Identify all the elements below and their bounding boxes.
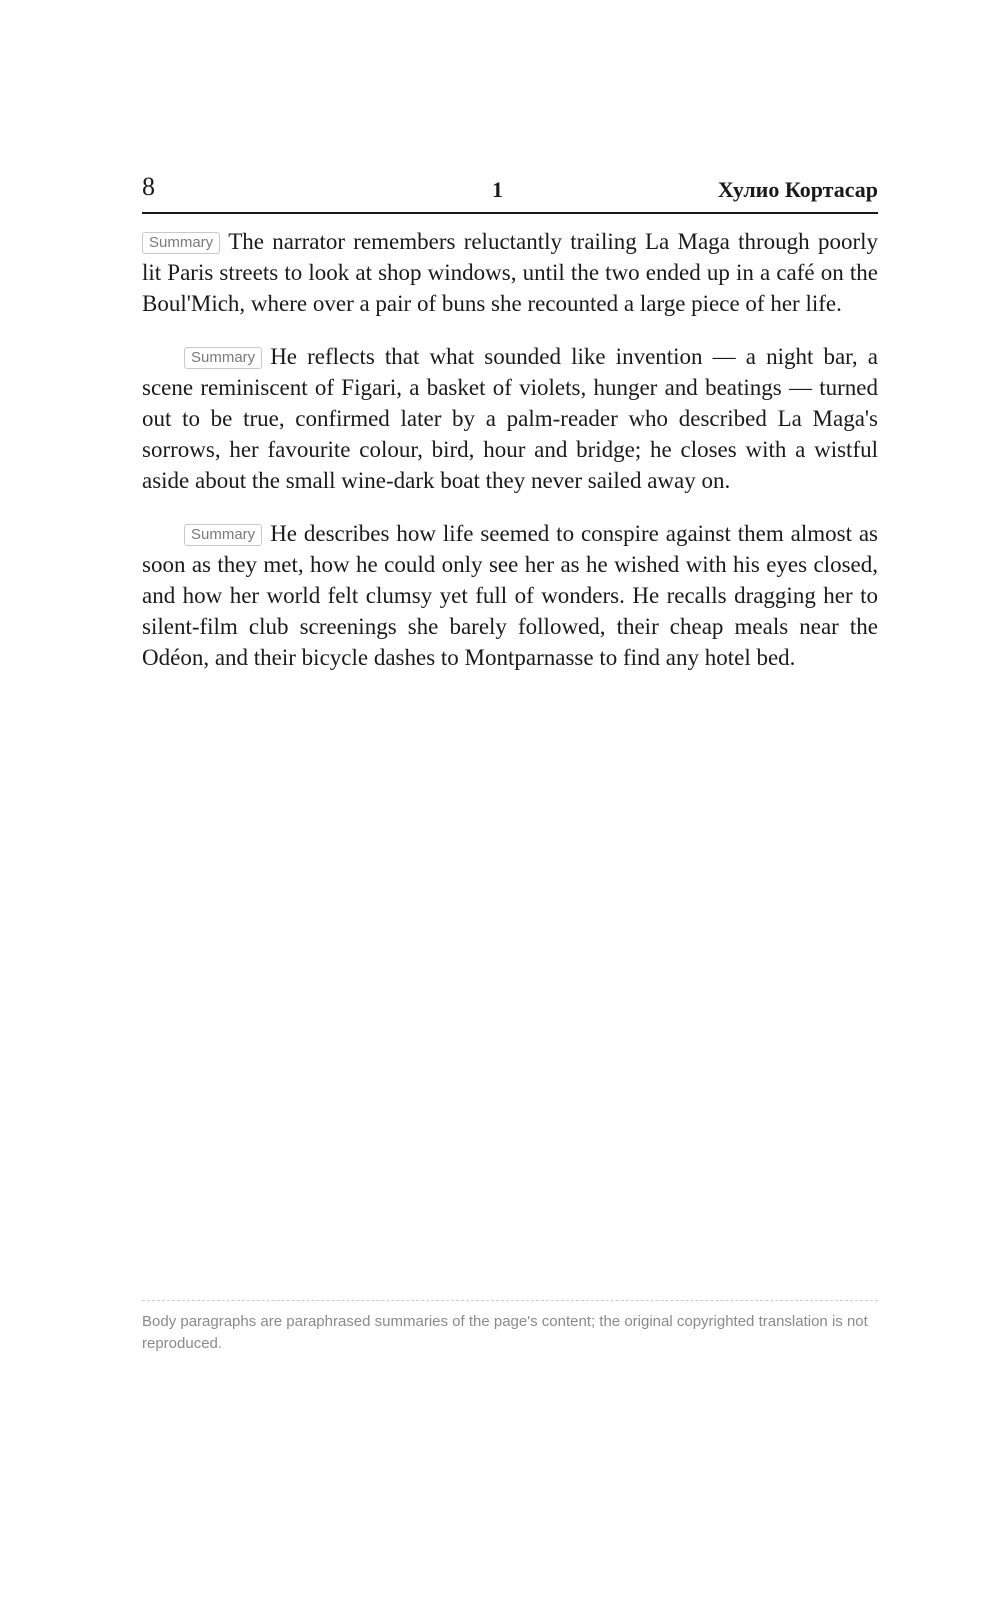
summary-notice: Body paragraphs are paraphrased summaries of the page's content; the original copyrighted translation is not reproduced. <box>142 1300 878 1355</box>
paragraph <box>142 518 878 673</box>
running-head <box>142 172 878 214</box>
author-name: Хулио Кортасар <box>717 177 878 202</box>
paragraph-text: He describes how life seemed to conspire against them almost as soon as they met, how he could only see her as he wished with his eyes closed, and how her world felt clumsy yet full of wonders. He recalls dragging her to silent-film club screenings she barely followed, their cheap meals near the Odéon, and their bicycle dashes to Montparnasse to find any hotel bed. <box>142 521 878 670</box>
page-number: 8 <box>142 172 155 201</box>
summary-tag: Summary <box>184 347 262 369</box>
summary-tag: Summary <box>142 232 220 254</box>
paragraph <box>142 341 878 496</box>
body-text <box>142 226 878 695</box>
paragraph-text: The narrator remembers reluctantly trailing La Maga through poorly lit Paris streets to look at shop windows, until the two ended up in a café on the Boul'Mich, where over a pair of buns she recounted a large piece of her life. <box>142 229 878 316</box>
summary-tag: Summary <box>184 524 262 546</box>
paragraph-text: He reflects that what sounded like invention — a night bar, a scene reminiscent of Figari, a basket of violets, hunger and beatings — turned out to be true, confirmed later by a palm-reader who described La Maga's sorrows, her favourite colour, bird, hour and bridge; he closes with a wistful aside about the small wine-dark boat they never sailed away on. <box>142 344 878 493</box>
chapter-number: 1 <box>492 177 503 202</box>
paragraph <box>142 226 878 319</box>
